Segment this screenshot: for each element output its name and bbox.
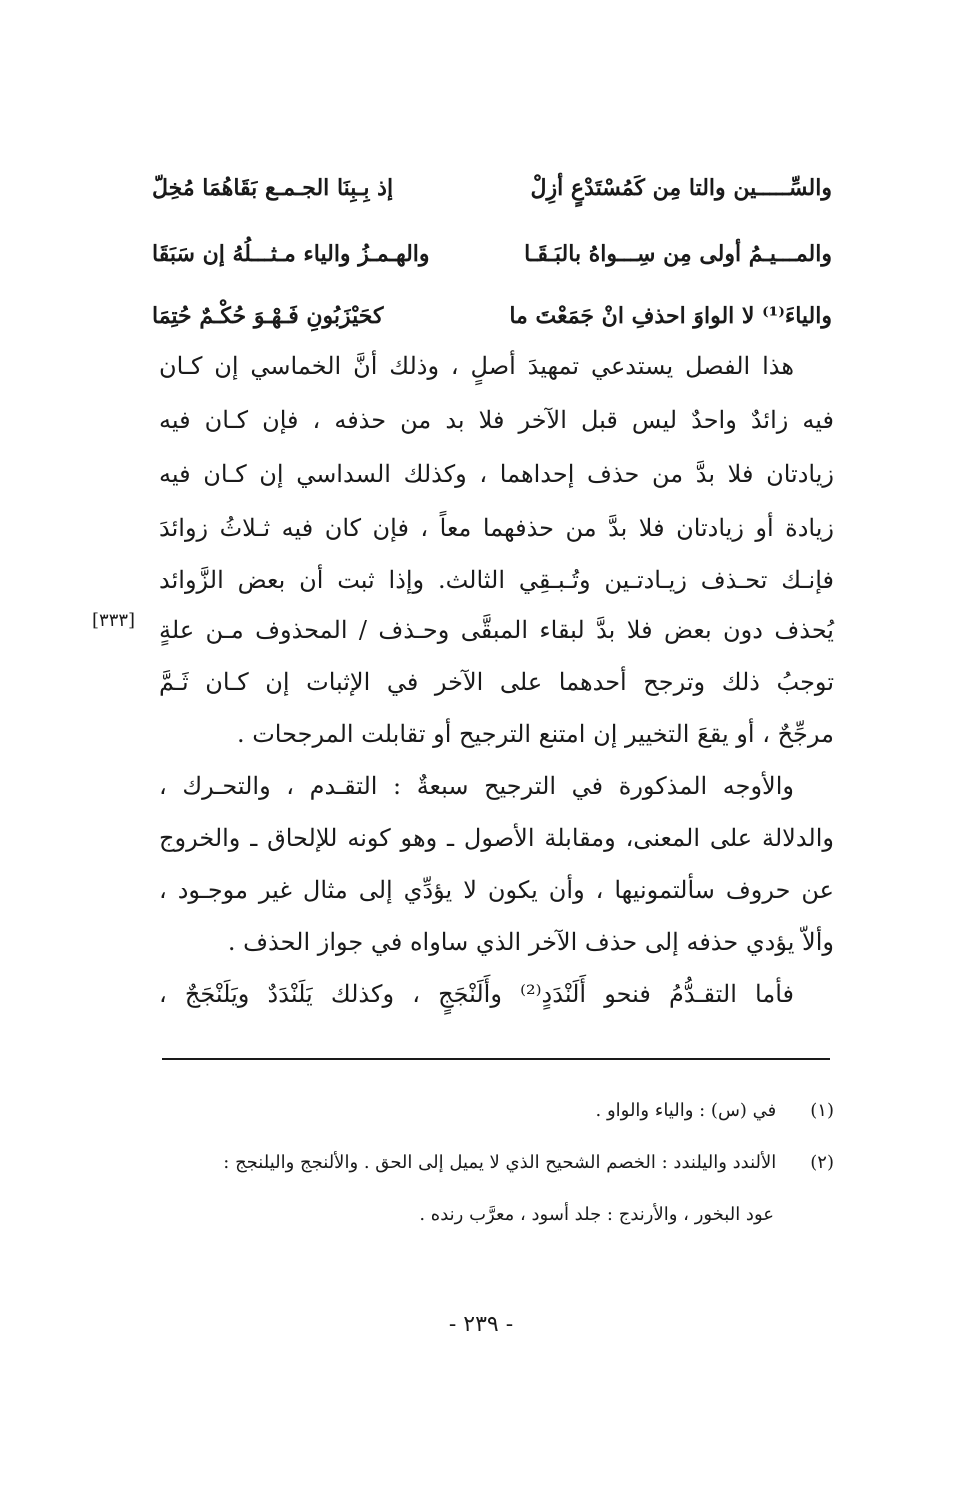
body-text-line: والدلالة على المعنى، ومقابلة الأصول ـ وهو كونه للإلحاق ـ والخروج bbox=[159, 824, 834, 852]
body-text-line: مرجِّحٌ ، أو يقعَ التخيير إن امتنع الترجيح أو تقابلت المرجحات . bbox=[236, 720, 834, 748]
footnote-text: الألندد واليلندد : الخصم الشحيح الذي لا يميل إلى الحق . والألنجج واليلنجج : bbox=[223, 1152, 777, 1173]
verse-line bbox=[152, 296, 832, 336]
manuscript-page-reference: [٣٣٣] bbox=[92, 610, 136, 631]
footnote-number: (٢) bbox=[810, 1152, 834, 1173]
body-text-line: فأما التقـدُّمُ فنحو أَلَنْدَدٍ⁽²⁾ وأَلَنْجَجٍ ، وكذلك يَلَنْدَدٌ ويَلَنْجَجٌ ، bbox=[159, 980, 794, 1008]
footnote-text: في (س) : والياء والواو . bbox=[595, 1100, 777, 1121]
verse-line bbox=[152, 168, 832, 208]
body-text-line: توجبُ ذلك وترجح أحدهما على الآخر في الإثبات إن كـان ثَـمَّ bbox=[159, 668, 834, 696]
verse-second-hemistich: كحَيْزَبُونِ فَـهْـوَ حُكْـمٌ حُتِمَا bbox=[152, 303, 384, 329]
body-text-line: فيه زائدٌ واحدٌ ليس قبل الآخر فلا بد من حذفه ، فإن كـان فيه bbox=[159, 406, 835, 434]
verse-line bbox=[152, 234, 832, 274]
page-number: - ٢٣٩ - bbox=[448, 1312, 514, 1337]
body-text-line: وألاّ يؤدي حذفه إلى حذف الآخر الذي ساواه في جواز الحذف . bbox=[227, 928, 834, 956]
body-text-line: هذا الفصل يستدعي تمهيدَ أصلٍ ، وذلك أنَّ الخماسي إن كـان bbox=[159, 352, 794, 380]
verse-first-hemistich: والمـــيـمُ أولى مِن سِـــواهُ بالبَـقَـا bbox=[524, 241, 832, 267]
body-text-line: والأوجه المذكورة في الترجيح سبعةٌ : التقـدم ، والتحـرك ، bbox=[159, 772, 794, 800]
verse-first-hemistich: والسِّـــــين والتا مِن كَمُسْتَدْعٍ أزِلْ bbox=[530, 175, 832, 201]
verse-second-hemistich: والهـمـزُ والياء مـثـــلُهُ إن سَبَقَا bbox=[152, 241, 430, 267]
body-text-line: زيادتان فلا بدَّ من حذف إحداهما ، وكذلك السداسي إن كـان فيه bbox=[159, 460, 834, 488]
body-text-line: فإنـك تحـذف زيـادتـين وتُـبـقِي الثالث. وإذا ثبت أن بعض الزَّوائد bbox=[159, 566, 834, 594]
footnote-separator bbox=[162, 1058, 830, 1060]
verse-first-hemistich: والياءَ⁽¹⁾ لا الواوَ احذفِ انْ جَمَعْتَ ما bbox=[509, 303, 832, 329]
body-text-line: يُحذف دون بعض فلا بدَّ لبقاء المبقَّى وحـذف / المحذوف مـن علةٍ bbox=[159, 616, 834, 644]
footnote-number: (١) bbox=[810, 1100, 834, 1121]
footnote bbox=[596, 1094, 834, 1128]
body-text-line: زيادة أو زيادتان فلا بدَّ من حذفهما معاً ، فإن كان فيه ثـلاثُ زوائدَ bbox=[159, 514, 834, 542]
body-text-line: عن حروف سألتمونيها ، وأن يكون لا يؤدِّي إلى مثال غير موجـود ، bbox=[159, 876, 834, 904]
footnote bbox=[158, 1146, 834, 1180]
footnote-continuation: عود البخور ، والأرندج : جلد أسود ، معرَّب رنده . bbox=[419, 1204, 774, 1225]
verse-second-hemistich: إذ بِـبِنَا الجـمـع بَقَاهُمَا مُخِلّ bbox=[152, 175, 394, 201]
